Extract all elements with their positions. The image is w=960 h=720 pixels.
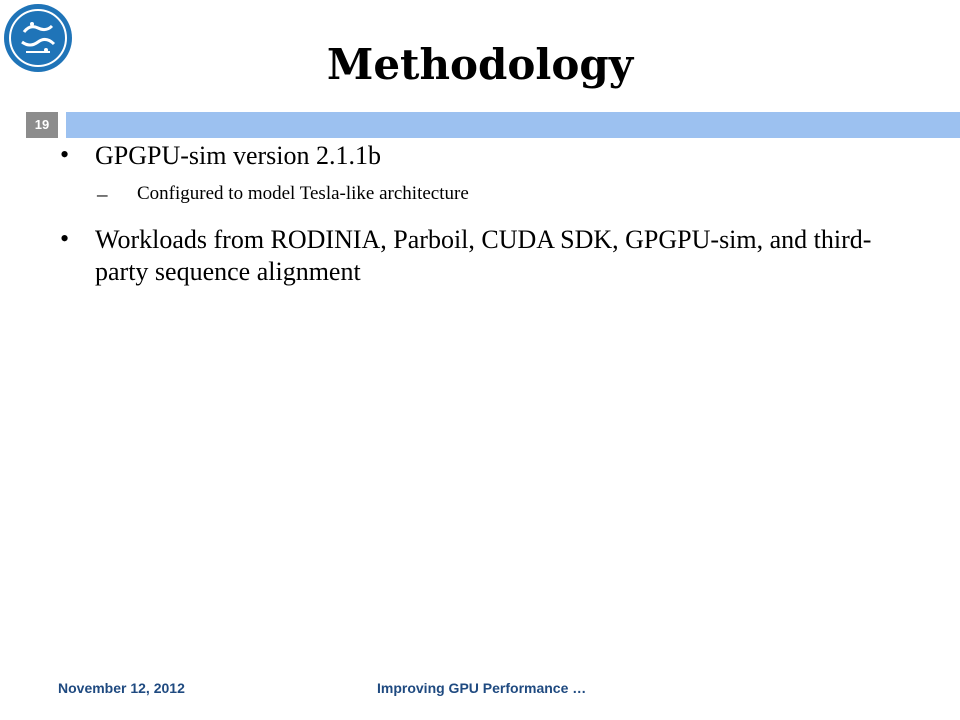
bullet-glyph: •: [60, 140, 70, 169]
sub-bullet-dash: –: [97, 182, 108, 206]
bullet-item: Workloads from RODINIA, Parboil, CUDA SDK, GPGPU-sim, and third-party sequence alignment: [95, 225, 872, 286]
footer-date: November 12, 2012: [58, 680, 185, 696]
footer-title: Improving GPU Performance …: [377, 680, 587, 696]
slide-number: 19: [34, 117, 50, 132]
sub-bullet-item: Configured to model Tesla-like architecture: [137, 183, 469, 204]
bullet-item: GPGPU-sim version 2.1.1b: [95, 141, 382, 170]
bullet-glyph: •: [60, 224, 70, 253]
header-accent-bar: [66, 112, 960, 138]
slide-title: Methodology: [326, 40, 634, 89]
